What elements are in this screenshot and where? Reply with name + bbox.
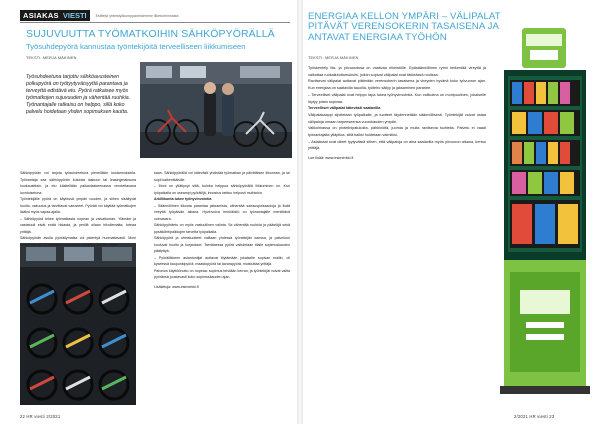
paragraph: – Moni on yllättynyt siitä, kuinka helppoa sähköpyörällä liikkuminen on. Kun työpaikalla on useampi pyöräilijä, innostus tarttuu helposti muihinkin. [154,184,290,195]
paragraph: Välipalakaappi sijoitetaan työpaikalle, ja tuotteet täydennetään säännöllisesti. Työntekijät voivat ostaa välipaloja omaan tarpeeseensa vuorokauden ympäri. [308,112,486,124]
paragraph: – Säännöllinen liikunta parantaa jaksamista, vähentää sairauspoissaoloja ja lisää vireyttä työpäivän aikana. Hyvinvoiva henkilöstö on työnantajalle merkittävä voimavara. [154,203,290,221]
paragraph: – Pyöräliikkeen asiantuntijat auttavat löytämään jokaiselle sopivan mallin, oli kyseessä kaupunkipyörä, maastopyörä tai tavarapyörä, muistuttaa yrittäjä. [154,255,290,266]
paragraph: Sähköpyörän avulla pyöräilymatka voi pidentyä huomattavasti. Moni kulkee nyt 10–20 kilometrin työmatkan pyörällä autoilun sijaan. [20,236,136,247]
vending-cabinet-illustration [490,22,598,406]
section-label-viesti: VIESTI [62,10,90,21]
left-column-1 [20,170,136,248]
paragraph: Sähköpyörä ja oheistuotteet valitaan yhdessä työntekijän kanssa, ja palveluun kuuluvat huolto ja korjaukset. Tarvittaessa pyörä vaihdetaan tilalle sopimuskauden päätyttyä. [154,236,290,253]
right-column-1 [308,65,486,162]
article-signoff: Lisätietoja: www.esimerkki.fi [154,284,199,289]
paragraph: Valikoimassa on proteiinipatukoita, pähkinöitä, juomia ja muita ravitsevia tuotteita. Palvelu ei vaadi työnantajalta ylläpitoa, sillä kaikki hoidetaan valmiiksi. [308,126,486,138]
paragraph: Ravitsevat välipalat auttavat pitämään verensokerin tasaisena ja vireyden hyvänä koko työvuoron ajan. Kun energiaa on saatavilla tauoilla, työteho säilyy ja jaksaminen paranee. [308,79,486,91]
article-deck: Työsuhdepyörä kannustaa työntekijöitä terveelliseen liikkumiseen [26,42,246,51]
page-footer-right: 2/2021 HR viesti 23 [514,414,555,419]
article-signoff: Lue lisää: www.esimerkki.fi [308,156,354,161]
paragraph: Sähköpyörän voi tarjota työsuhdeetuna pienelläkin kustannuksella. Työnantaja saa sähköpyörän kuluista laskuun tai leasingmaksuna kuukausittain, ja etu käsitellään palkanlaskennassa verotettavana luontoisetuna. [20,171,136,195]
intro-text: Työsuhdeetuna tarjottu sähköavusteinen polkupyörä on työtyytyväisyyttä parantava ja terveyttä edistävä etu. Pyörä ratkaisee myös työmatkojen sujuvuuden ja vähentää ruuhkia. Työnantajalle ratkaisu on helppo, sillä koko palvelu hoidetaan yhden sopimuksen kautta. [26,74,131,116]
section-label-asiakas: ASIAKAS [20,10,62,21]
article-byline: TEKSTI: MERJA MÄKINEN [26,56,77,60]
article-intro [26,74,136,117]
page-footer-left: 22 HR viesti 2/2021 [20,414,61,419]
subheading: Arkiliikunta tukee työhyvinvointia [154,197,212,201]
snack-display-photo [490,22,598,406]
bicycle-shop-photo [140,62,292,158]
paragraph: kaan. Sähköpyörällä voi kätevästi yhdistää työmatkan ja päivittäisen liikunnan, ja se sopii kaikenikäisille. [154,171,290,182]
paragraph: Sähköpyöräetu on myös vastuullinen valinta. Se vähentää ruuhkia ja päästöjä sekä pysäköintipaikkojen tarvetta työpaikalla. [154,223,290,234]
subheading: Terveelliset välipalat kätevästi saatavilla [308,106,381,111]
article-headline: ENERGIAA KELLON YMPÄRI – VÄLIPALAT PITÄVÄT VERENSOKERIN TASAISENA JA ANTAVAT ENERGIAA TYÖHÖN [308,11,501,43]
paragraph: – Sähköpyörä tekee työmatkasta nopean ja vaivattoman. Ylämäet ja vastatuuli eivät enää hidasta, ja perillä ollaan hikoilematta, toteaa yrittäjä. [20,216,136,234]
left-page [0,0,296,424]
left-column-2 [154,170,290,290]
article-byline: TEKSTI: MERJA MÄKINEN [308,56,359,60]
bike-rack-illustration [20,243,136,405]
spread-gutter [297,0,303,424]
paragraph: Työntekijälle pyörä on käytössä ympäri vuoden, ja siihen sisältyvät huolto, vakuutus ja tarvittavat varusteet. Pyörää voi käyttää työmatkojen lisäksi myös vapaa-ajalla. [20,197,136,214]
bicycle-shop-illustration [140,62,292,158]
header-rule [20,22,290,23]
article-headline: SUJUVUUTTA TYÖMATKOIHIN SÄHKÖPYÖRÄLLÄ [26,28,275,40]
section-header [20,10,179,21]
paragraph: Työskentely ilta- ja yövuoroissa on vaativaa elimistölle. Epäsäännöllinen rytmi heikentää vireyttä ja vaikuttaa ruokailutottumuksiin, jolloin sopivat välipalat ovat tärkeässä roolissa. [308,66,486,77]
paragraph: – Asiakkaat ovat olleet tyytyväisiä siihen, että välipaloja on aina saatavilla myös yövuoron aikana, kertoo yrittäjä. [308,139,486,151]
bike-rack-photo [20,243,136,405]
paragraph: – Terveelliset välipalat ovat helppo tapa tukea työhyvinvointia. Kun valikoima on monipuolinen, jokaiselle löytyy jotain sopivaa. [308,92,486,104]
section-tagline: Esittelyt yhteistyökumppaneidemme liiketoiminnasta [95,13,179,18]
paragraph: Palvelun käyttöönotto on nopeaa: sopimus tehdään kerran, ja työntekijät voivat valita pyöränsä joustavasti koko sopimuskauden ajan. [154,268,290,279]
